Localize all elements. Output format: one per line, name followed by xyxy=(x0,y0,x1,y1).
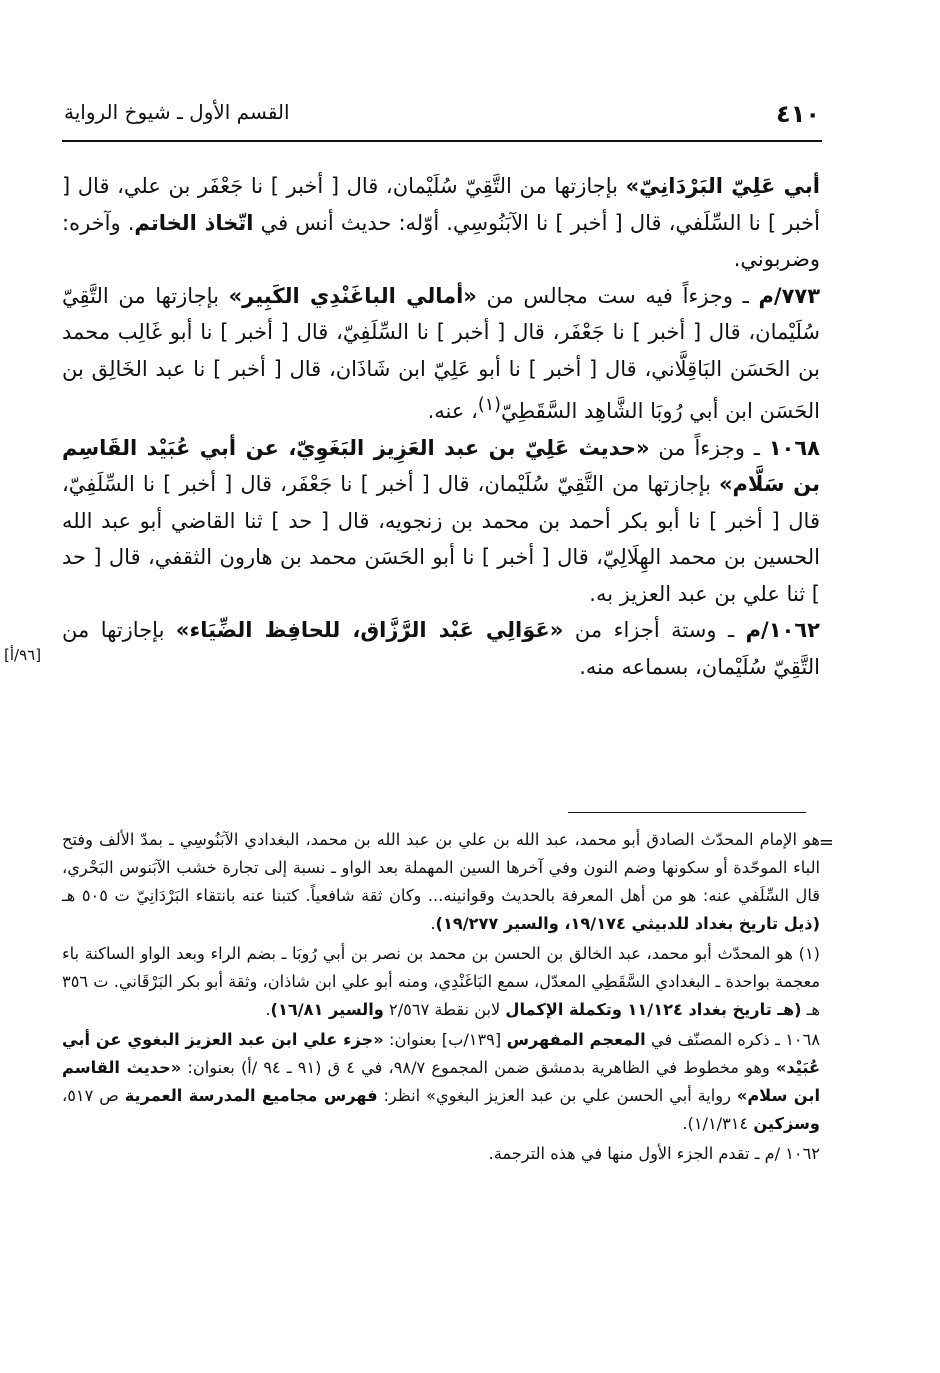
page-header xyxy=(64,100,820,134)
footnote-source: المعجم المفهرس xyxy=(506,1030,646,1049)
main-text xyxy=(62,168,820,685)
footnote-source: (ذيل تاريخ بغداد للدبيثي ١٩/١٧٤، والسير ١٩/٢٧٧) xyxy=(435,914,820,933)
paragraph-entry-1068 xyxy=(62,430,820,613)
footnote-label: ١٠٦٨ xyxy=(785,1030,821,1049)
body-text: بإجازتها من التَّقِيّ سُلَيْمان، قال [ أخبر ] نا جَعْفَر، قال [ أخبر ] نا السِّلَفِيّ، قال [ أخبر ] نا أبو غَالِب محمد بن الحَسَن البَاقِلَّاني، قال [ أخبر ] نا أبو عَلِيّ ابن شَاذَان، قال [ أخبر ] نا عبد الخَالِق بن الحَسَن ابن أبي رُوبَا الشَّاهِد السَّقَطِيّ xyxy=(62,283,820,423)
body-text: بإجازتها من التَّقِيّ سُلَيْمان، بسماعه منه. xyxy=(62,618,820,679)
entry-number: ٧٧٣/م xyxy=(758,283,821,308)
body-text: بإجازتها من التَّقِيّ سُلَيْمان، قال [ أخبر ] نا جَعْفَر، قال [ أخبر ] نا السِّلَفِيّ، قال [ أخبر ] نا أبو بكر أحمد بن محمد بن زنجويه، قال [ حد ] ثنا القاضي أبو عبد الله الحسين بن محمد الهِلَالِيّ، قال [ أخبر ] نا أبو الحَسَن محمد بن هارون الثقفي، قال [ حد ] ثنا علي بن عبد العزيز به. xyxy=(62,472,820,606)
footnote-ref: (١) xyxy=(477,395,501,415)
body-text: . وآخره: وضربوني. xyxy=(62,210,820,271)
footnote-source: والسير ١٦/٨١) xyxy=(270,1000,384,1019)
footnote-text: لابن نقطة ٢/٥٦٧ xyxy=(383,1000,506,1019)
footnote-text: [١٣٩/ب] بعنوان: xyxy=(383,1030,507,1049)
footnote-source: فهرس مجاميع المدرسة العمرية xyxy=(124,1086,378,1105)
body-text: ـ وجزءاً من xyxy=(649,435,769,460)
book-title: «حديث عَلِيّ بن عبد العَزِيز البَغَوِيّ، عن أبي عُبَيْد القَاسِم بن سَلَّام» xyxy=(62,435,820,496)
footnote-1068 xyxy=(62,1026,820,1138)
footnote-continued xyxy=(62,826,820,938)
body-text: ، عنه. xyxy=(427,399,478,423)
page-number: ٤١٠ xyxy=(776,100,820,128)
folio-margin-note: [٩٦/أ] xyxy=(4,646,42,664)
footnote-rule xyxy=(568,812,806,813)
footnote-text: ـ ذكره المصنّف في xyxy=(645,1030,786,1049)
book-title: «أمالي الباغَنْدِي الكَبِير» xyxy=(228,283,477,308)
footnote-source: وسزكين xyxy=(753,1114,820,1133)
body-text: ـ وجزءاً فيه ست مجالس من xyxy=(476,283,759,308)
footnote-text: . xyxy=(430,914,436,933)
continuation-mark: = xyxy=(818,832,834,853)
footnote-text: هو الإمام المحدّث الصادق أبو محمد، عبد الله بن علي بن عبد الله بن محمد، البغدادي الآبَنُوسِي ـ بمدّ الألف وفتح الباء الموحّدة أو سكونها وضم النون وفي آخرها السين المهملة بعد الواو ـ نسبة إلى تجارة خشب الآبَنوس البَحْري، قال السِّلَفي عنه: هو من أهل المعرفة بالحديث وقوانينه... وكان ثقة شافعياً. كتبنا عنه بانتقاء البَرْدَانِيّ ت ٥٠٥ هـ xyxy=(62,830,820,905)
body-text: ـ وستة أجزاء من xyxy=(563,618,746,642)
paragraph-entry-773 xyxy=(62,278,820,430)
footnote-text: ص ٥١٧، xyxy=(62,1086,125,1105)
footnote-1062 xyxy=(62,1140,820,1168)
paragraph-barazani xyxy=(62,168,820,278)
footnote-text: . xyxy=(265,1000,271,1019)
header-rule xyxy=(62,140,822,142)
body-text: بإجازتها من التَّقِيّ سُلَيْمان، قال [ أخبر ] نا جَعْفَر بن علي، قال [ أخبر ] نا السِّلَفي، قال [ أخبر ] نا الآبَنُوسِي. أوّله: حديث أنس في xyxy=(62,174,820,235)
footnote-source: «جزء علي ابن عبد العزيز البغوي عن أبي عُبَيْد» xyxy=(62,1030,821,1077)
paragraph-entry-1062 xyxy=(62,612,820,685)
footnote-text: هو المحدّث أبو محمد، عبد الخالق بن الحسن بن محمد بن نصر بن أبي رُوبَا ـ بضم الراء وبعد الواو الساكنة باء معجمة بواحدة ـ البغدادي السَّقَطِي المعدّل، سمع البَاغَنْدِي، ومنه أبو علي ابن شاذان، وثقة أبو بكر البَرْقَاني. ت ٣٥٦ هـ xyxy=(62,944,820,1019)
footnote-label: ١٠٦٢ xyxy=(785,1144,820,1163)
footnote-text: ١/١/٣١٤). xyxy=(682,1114,754,1133)
footnote-label: (١) xyxy=(798,944,820,963)
entry-number: ١٠٦٨ xyxy=(768,435,821,460)
footnote-source: «حديث القاسم ابن سلام» xyxy=(62,1058,820,1105)
footnote-source: (هـ تاريخ بغداد ١١/١٢٤ وتكملة الإكمال xyxy=(505,1000,802,1019)
footnote-1 xyxy=(62,940,820,1024)
footnote-text: رواية أبي الحسن علي بن عبد العزيز البغوي» انظر: xyxy=(377,1086,737,1105)
book-title: «عَوَالِي عَبْد الرَّزَّاق، للحافِظ الضِّيَاء» xyxy=(175,618,564,642)
bold-text: اتّخاذ الخاتم xyxy=(134,210,254,235)
entry-number: ١٠٦٢/م xyxy=(745,618,820,642)
footnote-text: /م ـ تقدم الجزء الأول منها في هذه الترجمة. xyxy=(488,1144,786,1163)
footnote-text: وهو مخطوط في الظاهرية بدمشق ضمن المجموع ٩٨/٧، في ٤ ق (٩١ ـ ٩٤ /أ) بعنوان: xyxy=(181,1058,776,1077)
running-title: القسم الأول ـ شيوخ الرواية xyxy=(64,100,290,124)
bold-text: أبي عَلِيّ البَرْدَانِيّ» xyxy=(625,174,820,198)
footnotes xyxy=(62,826,820,1170)
